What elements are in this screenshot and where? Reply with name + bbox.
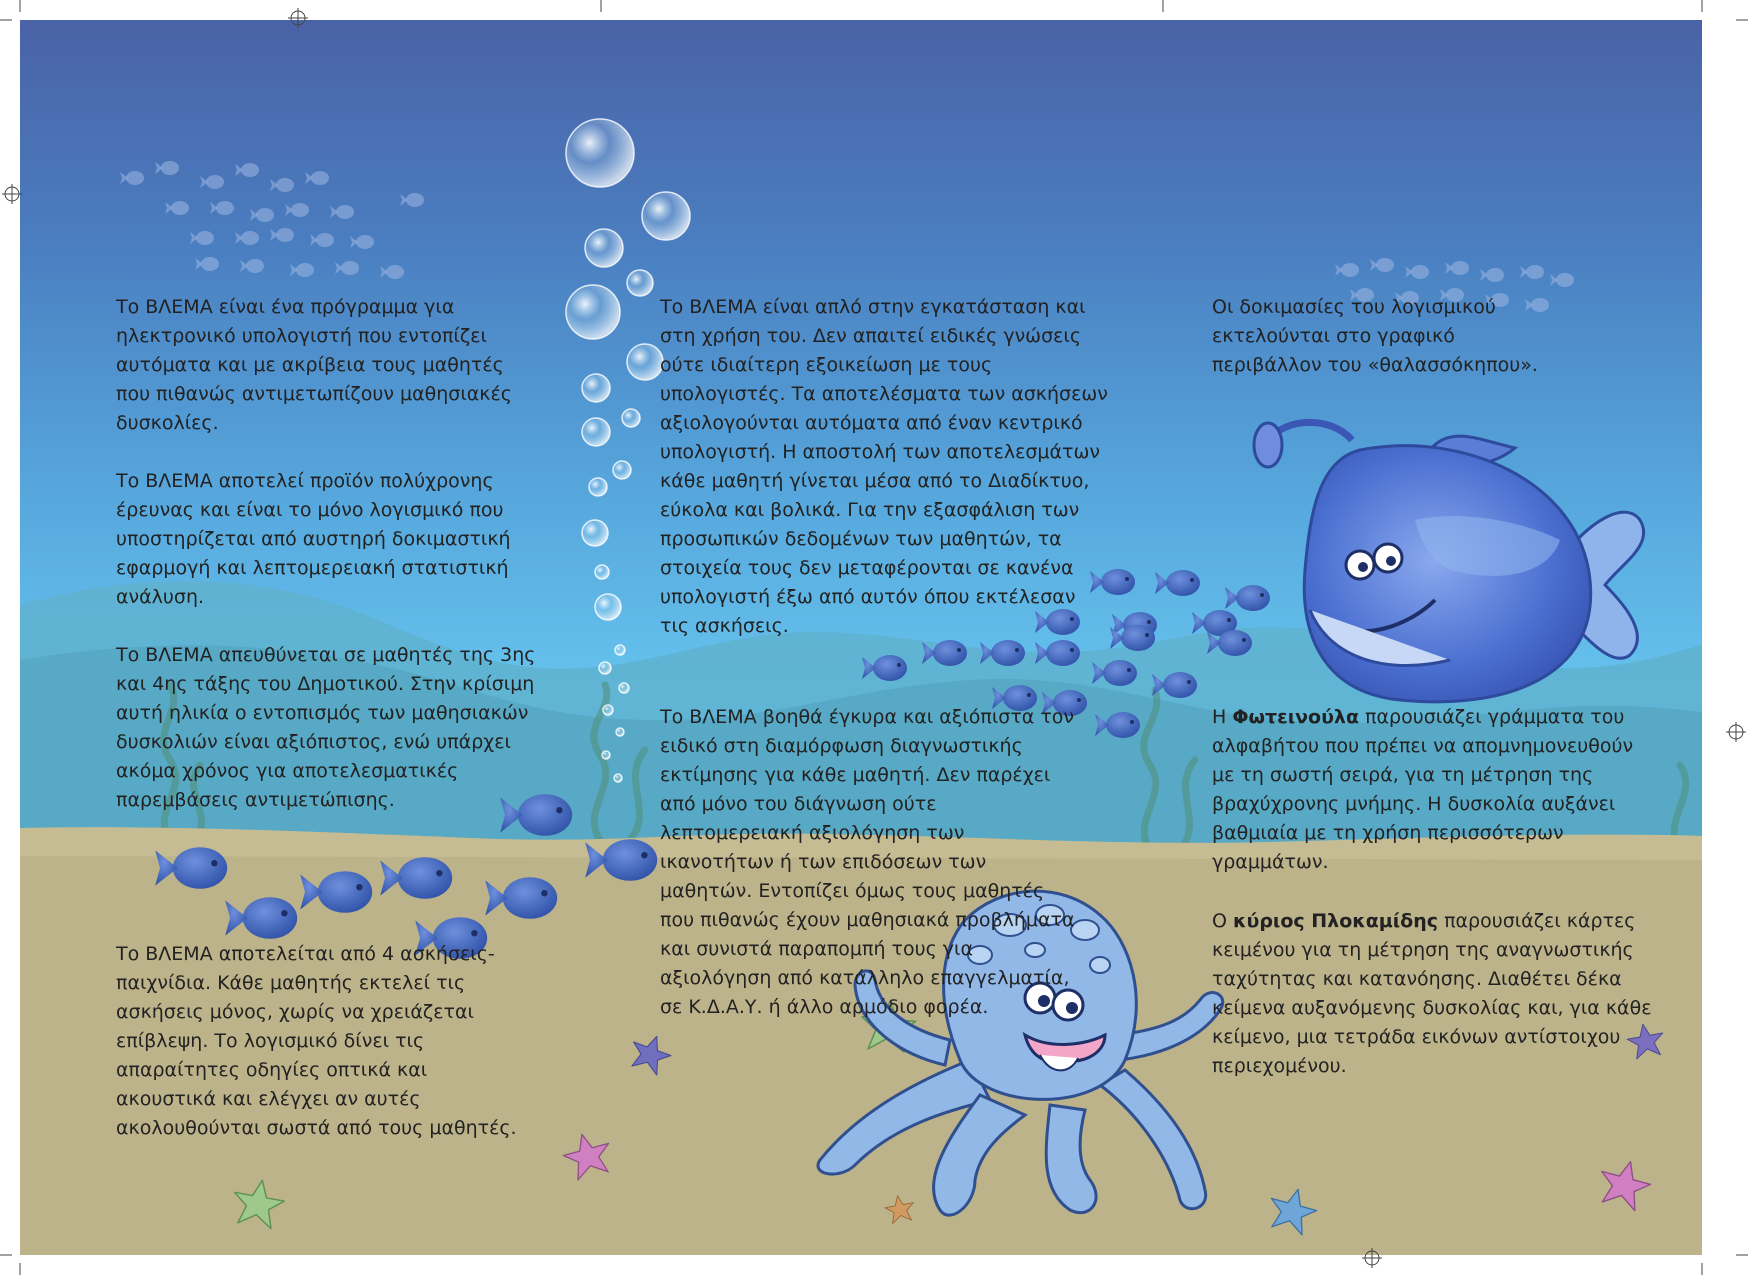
- fotinoula-paragraph: Η Φωτεινούλα παρουσιάζει γράμματα του αλφαβήτου που πρέπει να απομνημονευθούν με τη σωστή σειρά, για τη μέτρηση της βραχύχρονης μνήμης. Η δυσκολία αυξάνει βαθμιαία με τη χρήση περισσότερων γραμμάτων.: [1212, 706, 1634, 873]
- plokamidis-paragraph: Ο κύριος Πλοκαμίδης παρουσιάζει κάρτες κειμένου για τη μέτρηση της αναγνωστικής ταχύτητας και κατανόησης. Διαθέτει δέκα κείμενα αυξανόμενης δυσκολίας και, για κάθε κείμενο, μια τετράδα εικόνων αντίστοιχου περιεχομένου.: [1212, 910, 1652, 1077]
- column-2: [660, 293, 1110, 670]
- column-3: [1212, 293, 1552, 409]
- exercises-paragraph: Το ΒΛΕΜΑ αποτελείται από 4 ασκήσεις-παιχνίδια. Κάθε μαθητής εκτελεί τις ασκήσεις μόνος, χωρίς να χρειάζεται επίβλεψη. Το λογισμικό δίνει τις απαραίτητες οδηγίες οπτικά και ακουστικά και ελέγχει αν αυτές ακολουθούνται σωστά από τους μαθητές.: [116, 943, 517, 1139]
- installation-paragraph: Το ΒΛΕΜΑ είναι απλό στην εγκατάσταση και στη χρήση του. Δεν απαιτεί ειδικές γνώσεις ούτε ιδιαίτερη εξοικείωση με τους υπολογιστές. Τα αποτελέσματα των ασκήσεων αξιολογούνται αυτόματα από έναν κεντρικό υπολογιστή. Η αποστολή των αποτελεσμάτων κάθε μαθητή γίνεται μέσα από το Διαδίκτυο, εύκολα και βολικά. Για την εξασφάλιση των προσωπικών δεδομένων των μαθητών, τα στοιχεία τους δεν μεταφέρονται σε κανένα υπολογιστή έξω από αυτόν όπου εκτέλεσαν τις ασκήσεις.: [660, 296, 1108, 637]
- brochure-spread: [20, 20, 1702, 1255]
- intro-paragraph: Το ΒΛΕΜΑ είναι ένα πρόγραμμα για ηλεκτρονικό υπολογιστή που εντοπίζει αυτόματα και με ακρίβεια τους μαθητές που πιθανώς αντιμετωπίζουν μαθησιακές δυσκολίες.: [116, 296, 512, 434]
- diagnosis-paragraph: Το ΒΛΕΜΑ βοηθά έγκυρα και αξιόπιστα τον ειδικό στη διαμόρφωση διαγνωστικής εκτίμησης για κάθε μαθητή. Δεν παρέχει από μόνο του διάγνωση ούτε λεπτομερειακή αξιολόγηση των ικανοτήτων ή των επιδόσεων των μαθητών. Εντοπίζει όμως τους μαθητές που πιθανώς έχουν μαθησιακά προβλήματα και συνιστά παραπομπή τους για αξιολόγηση από κατάλληλο επαγγελματία, σε Κ.Δ.Α.Υ. ή άλλο αρμόδιο φορέα.: [660, 706, 1075, 1018]
- character-name-fotinoula: Φωτεινούλα: [1232, 706, 1360, 728]
- column-1-bottom: [116, 940, 526, 1172]
- environment-paragraph: Οι δοκιμασίες του λογισμικού εκτελούνται στο γραφικό περιβάλλον του «θαλασσόκηπου».: [1212, 296, 1538, 376]
- character-name-plokamidis: κύριος Πλοκαμίδης: [1233, 910, 1439, 932]
- audience-paragraph: Το ΒΛΕΜΑ απευθύνεται σε μαθητές της 3ης και 4ης τάξης του Δημοτικού. Στην κρίσιμη αυτή ηλικία ο εντοπισμός των μαθησιακών δυσκολιών είναι αξιόπιστος, ενώ υπάρχει ακόμα χρόνος για αποτελεσματικές παρεμβάσεις αντιμετώπισης.: [116, 644, 536, 811]
- column-3-middle: [1212, 703, 1652, 906]
- column-3-bottom: [1212, 907, 1652, 1110]
- column-2-bottom: [660, 703, 1080, 1051]
- fish-school-icon: [120, 161, 1574, 312]
- research-paragraph: Το ΒΛΕΜΑ αποτελεί προϊόν πολύχρονης έρευνας και είναι το μόνο λογισμικό που υποστηρίζεται από αυστηρή δοκιμαστική εφαρμογή και λεπτομερειακή στατιστική ανάλυση.: [116, 470, 511, 608]
- column-1: [116, 293, 536, 844]
